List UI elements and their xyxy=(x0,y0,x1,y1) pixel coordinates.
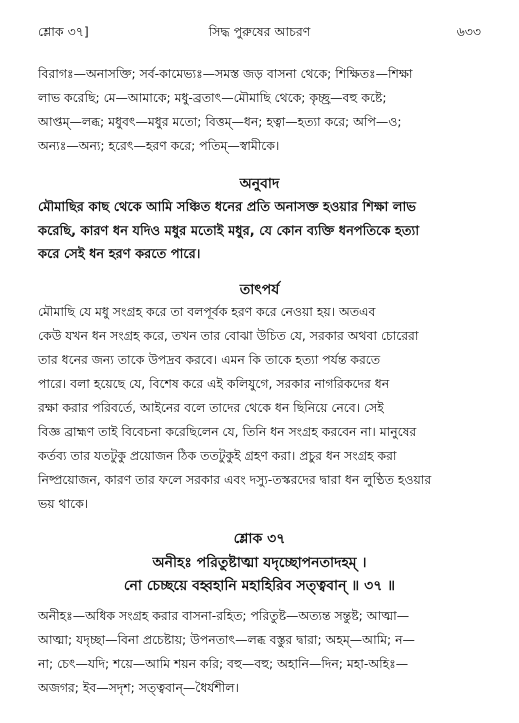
purport-line: পারে। বলা হয়েছে যে, বিশেষ করে এই কলিযুগে, সরকার নাগরিকদের ধন xyxy=(38,376,390,391)
synonym-line: অন্যঃ—অন্য; হরেৎ—হরণ করে; পতিম্—স্বামীকে। xyxy=(38,138,280,153)
purport-line: কর্তব্য তার যতটুকু প্রয়োজন ঠিক ততটুকুই গ্রহণ করা। প্রচুর ধন সংগ্রহ করা xyxy=(38,448,397,463)
translation-heading: অনুবাদ xyxy=(239,176,280,192)
synonym-line: অজগর; ইব—সদৃশ; সত্ত্ববান্—ধৈর্যশীল। xyxy=(38,680,239,695)
running-header xyxy=(38,24,481,42)
verse-line: অনীহঃ পরিতুষ্টাত্মা যদৃচ্ছোপনতাদহম্ । xyxy=(152,555,367,571)
translation-text xyxy=(38,196,481,267)
page-number: ৬৩৩ xyxy=(456,24,481,39)
translation-line: করেছি, কারণ ধন যদিও মধুর মতোই মধুর, যে কোন ব্যক্তি ধনপতিকে হত্যা xyxy=(38,223,420,239)
synonym-line: বিরাগঃ—অনাসক্তি; সর্ব-কামেভ্যঃ—সমস্ত জড় বাসনা থেকে; শিক্ষিতঃ—শিক্ষা xyxy=(38,66,413,81)
verse-number-heading: শ্লোক ৩৭ xyxy=(233,531,286,547)
purport-line: নিষ্প্রয়োজন, কারণ তার ফলে সরকার এবং দস্যু-তস্করদের দ্বারা ধন লুণ্ঠিত হওয়ার xyxy=(38,472,432,487)
purport-line: বিজ্ঞ ব্রাহ্মণ তাই বিবেচনা করেছিলেন যে, তিনি ধন সংগ্রহ করবেন না। মানুষের xyxy=(38,424,417,439)
purport-heading: তাৎপর্য xyxy=(239,282,280,298)
purport-line: তার ধনের জন্য তাকে উপদ্রব করবে। এমন কি তাকে হত্যা পর্যন্ত করতে xyxy=(38,352,381,367)
synonyms-top xyxy=(38,62,481,158)
purport-line: কেউ যখন ধন সংগ্রহ করে, তখন তার বোঝা উচিত যে, সরকার অথবা চোরেরা xyxy=(38,328,419,343)
synonyms-bottom xyxy=(38,604,481,700)
purport-text xyxy=(38,300,481,516)
translation-line: মৌমাছির কাছ থেকে আমি সঞ্চিত ধনের প্রতি অনাসক্ত হওয়ার শিক্ষা লাভ xyxy=(38,200,416,215)
purport-line: ভয় থাকে। xyxy=(38,496,89,511)
sanskrit-verse xyxy=(0,552,519,598)
translation-line: করে সেই ধন হরণ করতে পারে। xyxy=(38,247,201,262)
purport-line: মৌমাছি যে মধু সংগ্রহ করে তা বলপূর্বক হরণ করে নেওয়া হয়। অতএব xyxy=(38,304,376,319)
synonym-line: অনীহঃ—অধিক সংগ্রহ করার বাসনা-রহিত; পরিতুষ্ট—অত্যন্ত সন্তুষ্ট; আত্মা— xyxy=(38,608,410,623)
synonym-line: আত্মা; যদৃচ্ছা—বিনা প্রচেষ্টায়; উপনতাৎ—লব্ধ বস্তুর দ্বারা; অহম্—আমি; ন— xyxy=(38,632,415,647)
header-verse-ref: শ্লোক ৩৭] xyxy=(38,24,89,39)
verse-line: নো চেচ্ছয়ে বহ্বহানি মহাহিরিব সত্ত্ববান্ ॥ ৩৭ ॥ xyxy=(123,578,396,594)
purport-line: রক্ষা করার পরিবর্তে, আইনের বলে তাদের থেকে ধন ছিনিয়ে নেবে। সেই xyxy=(38,400,384,415)
synonym-line: না; চেৎ—যদি; শয়ে—আমি শয়ন করি; বহু—বহু; অহানি—দিন; মহা-অহিঃ— xyxy=(38,656,409,671)
synonym-line: লাভ করেছি; মে—আমাকে; মধু-ব্রতাৎ—মৌমাছি থেকে; কৃচ্ছ্র—বহু কষ্টে; xyxy=(38,90,387,105)
header-chapter-title: সিদ্ধ পুরুষের আচরণ xyxy=(208,24,311,39)
synonym-line: আপ্তম্—লব্ধ; মধুবৎ—মধুর মতো; বিত্তম্—ধন; হত্বা—হত্যা করে; অপি—ও; xyxy=(38,114,402,129)
